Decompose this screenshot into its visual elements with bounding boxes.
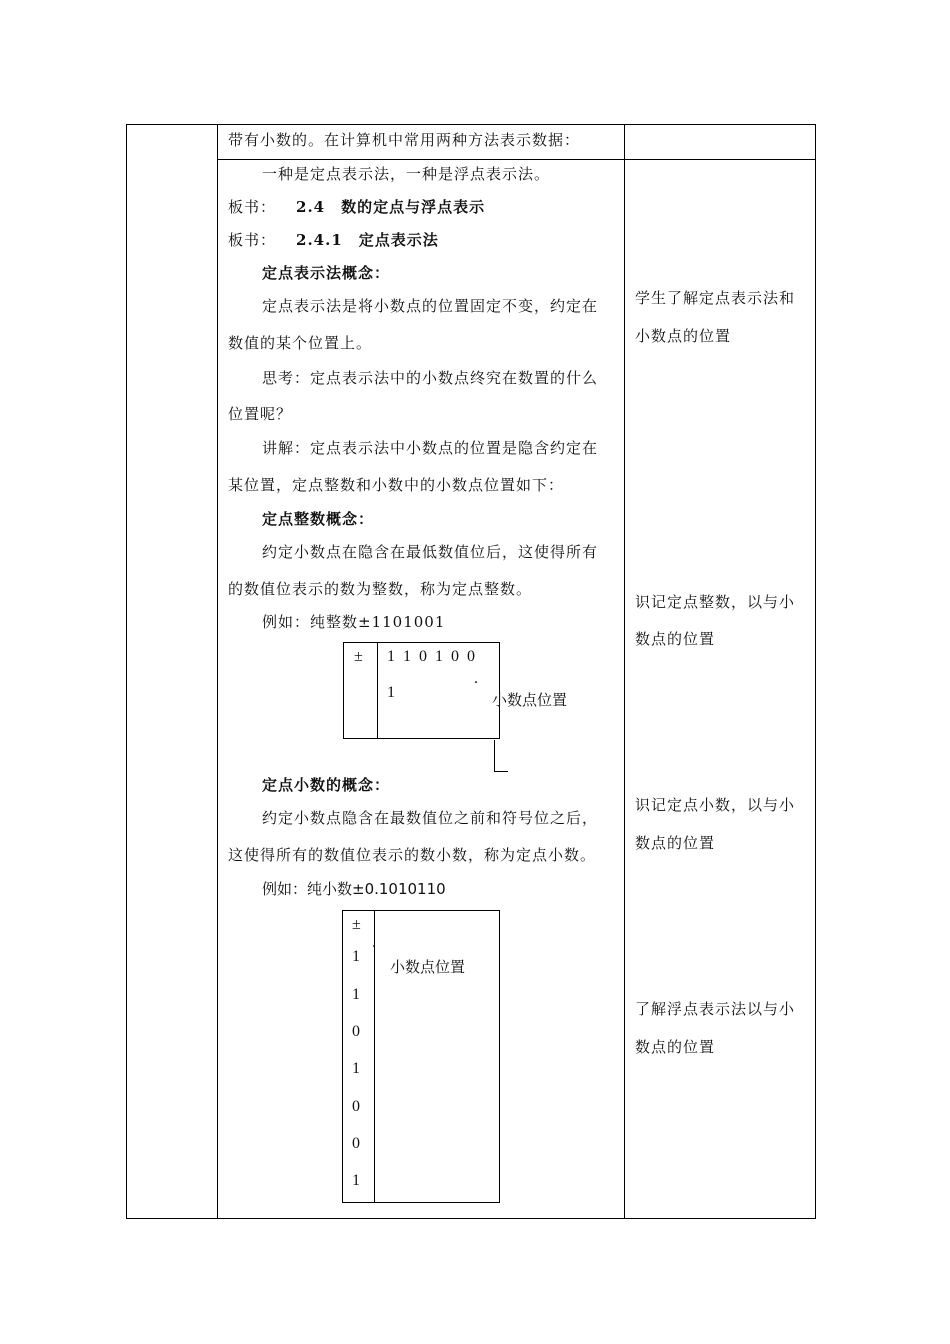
note3-line2: 数点的位置 <box>635 834 716 852</box>
board2-line <box>228 231 439 249</box>
frac-diagram-digit: 0 <box>352 1135 360 1152</box>
note4-line2: 数点的位置 <box>635 1038 716 1056</box>
table-column-divider-1 <box>217 124 218 1219</box>
frac-def-line2: 这使得所有的数值位表示的数小数，称为定点小数。 <box>228 846 597 864</box>
int-example: 例如：纯整数±1101001 <box>262 613 446 631</box>
explain-line2: 某位置，定点整数和小数中的小数点位置如下： <box>228 476 565 494</box>
board2-prefix: 板书： <box>228 231 277 249</box>
table-bottom-border <box>126 1218 816 1219</box>
frac-diagram-digit: 1 <box>352 986 360 1003</box>
fixed-point-def-line2: 数值的某个位置上。 <box>228 334 373 352</box>
note4-line1: 了解浮点表示法以与小 <box>635 1000 796 1018</box>
frac-def-line1: 约定小数点隐含在最数值位之前和符号位之后， <box>262 809 599 827</box>
int-diagram-pointer-vertical <box>494 740 495 772</box>
int-diagram-digits-line2: 1 <box>387 684 395 701</box>
int-diagram-sign: ± <box>354 648 363 665</box>
frac-diagram-dot: . <box>372 934 376 951</box>
table-column-divider-2 <box>624 124 625 1219</box>
fixed-point-heading: 定点表示法概念： <box>262 264 391 282</box>
frac-diagram-digit: 1 <box>352 1172 360 1189</box>
board1-prefix: 板书： <box>228 198 277 216</box>
frac-diagram-sign: ± <box>352 916 361 933</box>
row1-text: 带有小数的。在计算机中常用两种方法表示数据： <box>228 131 581 149</box>
table-right-border <box>815 124 816 1219</box>
frac-diagram-digit: 1 <box>352 1060 360 1077</box>
int-def-line2: 的数值位表示的数为整数，称为定点整数。 <box>228 580 533 598</box>
fixed-point-def-line1: 定点表示法是将小数点的位置固定不变，约定在 <box>262 297 599 315</box>
frac-diagram-digit: 0 <box>352 1023 360 1040</box>
frac-heading: 定点小数的概念： <box>262 776 391 794</box>
frac-diagram-label: 小数点位置 <box>390 958 466 976</box>
board1-title: 2.4 数的定点与浮点表示 <box>296 198 486 216</box>
board1-line <box>228 198 485 216</box>
intro-text: 一种是定点表示法，一种是浮点表示法。 <box>262 165 551 183</box>
note2-line1: 识记定点整数，以与小 <box>635 593 796 611</box>
think-line1: 思考：定点表示法中的小数点终究在数置的什么 <box>262 369 599 387</box>
note1-line2: 小数点的位置 <box>635 327 732 345</box>
board2-title: 2.4.1 定点表示法 <box>296 231 439 249</box>
table-row-divider <box>217 159 816 160</box>
table-top-border <box>126 124 816 125</box>
table-left-border <box>126 124 127 1219</box>
int-diagram-pointer-horizontal <box>494 771 508 772</box>
int-heading: 定点整数概念： <box>262 510 375 528</box>
note1-line1: 学生了解定点表示法和 <box>635 289 796 307</box>
int-diagram-dot: . <box>474 670 478 687</box>
int-diagram-label: 小数点位置 <box>492 691 568 709</box>
frac-diagram-box <box>342 910 500 1203</box>
think-line2: 位置呢？ <box>228 405 293 423</box>
frac-example: 例如：纯小数±0.1010110 <box>262 880 446 898</box>
int-diagram-digits-line1: 1 1 0 1 0 0 <box>387 648 477 665</box>
int-def-line1: 约定小数点在隐含在最低数值位后，这使得所有 <box>262 543 599 561</box>
note2-line2: 数点的位置 <box>635 630 716 648</box>
note3-line1: 识记定点小数，以与小 <box>635 796 796 814</box>
int-diagram-sign-divider <box>377 642 378 739</box>
frac-diagram-digit: 1 <box>352 948 360 965</box>
frac-diagram-sign-divider <box>374 910 375 1203</box>
explain-line1: 讲解：定点表示法中小数点的位置是隐含约定在 <box>262 439 599 457</box>
frac-diagram-digit: 0 <box>352 1098 360 1115</box>
